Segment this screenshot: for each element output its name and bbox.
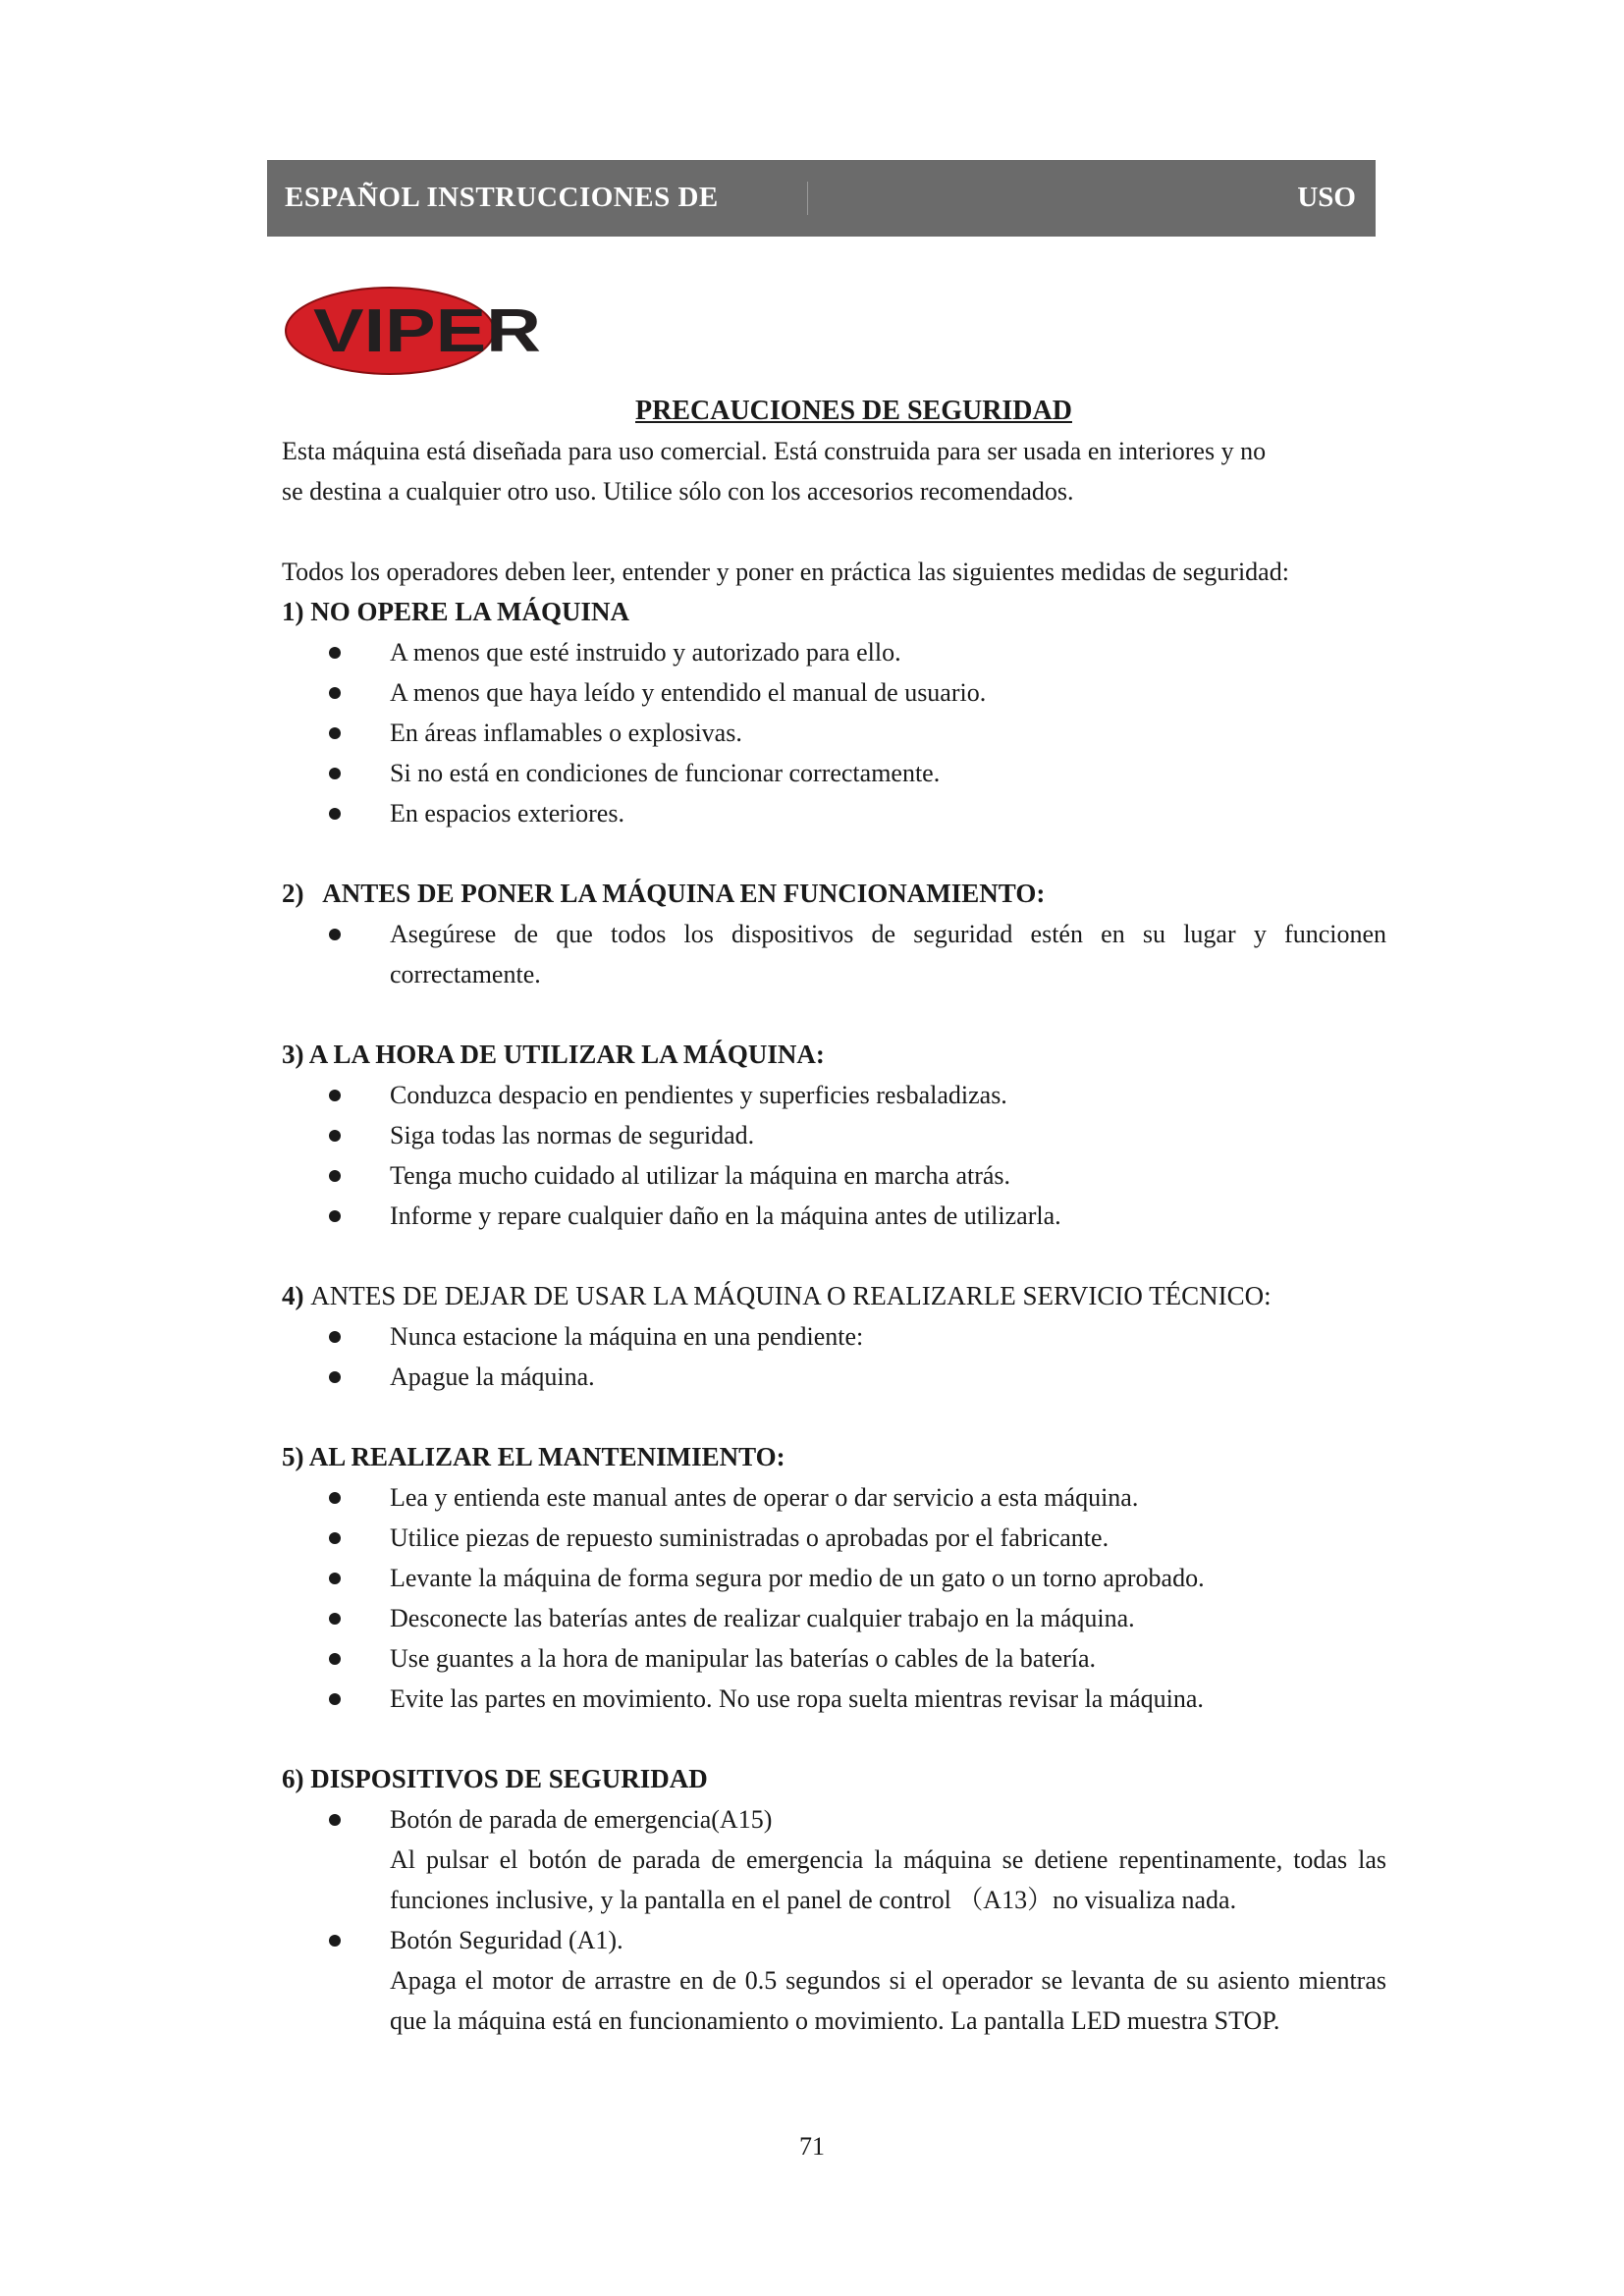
device-description: Al pulsar el botón de parada de emergencia la máquina se detiene repentinamente, todas las funciones inclusive, y la pantalla en el panel de control （A13）no visualiza nada.: [390, 1845, 1386, 1914]
list-item: [282, 1920, 1386, 2041]
bullet-icon: [329, 768, 341, 779]
bullet-icon: [329, 1090, 341, 1101]
bullet-icon: [329, 929, 341, 940]
list-item: [282, 1799, 1386, 1920]
bullet-icon: [329, 1170, 341, 1182]
list-item: A menos que esté instruido y autorizado para ello.: [282, 632, 1386, 672]
list-item: Evite las partes en movimiento. No use ropa suelta mientras revisar la máquina.: [282, 1679, 1386, 1719]
section-5-heading: 5) AL REALIZAR EL MANTENIMIENTO:: [282, 1442, 785, 1471]
list-item: Asegúrese de que todos los dispositivos de seguridad estén en su lugar y funcionen correctamente.: [282, 914, 1386, 994]
section-4-title: ANTES DE DEJAR DE USAR LA MÁQUINA O REALIZARLE SERVICIO TÉCNICO:: [310, 1281, 1272, 1310]
list-item: Nunca estacione la máquina en una pendiente:: [282, 1316, 1386, 1357]
bullet-icon: [329, 1331, 341, 1343]
bullet-icon: [329, 1693, 341, 1705]
list-item: Informe y repare cualquier daño en la máquina antes de utilizarla.: [282, 1196, 1386, 1236]
bullet-icon: [329, 687, 341, 699]
list-item: Si no está en condiciones de funcionar correctamente.: [282, 753, 1386, 793]
lead-paragraph: Todos los operadores deben leer, entender y poner en práctica las siguientes medidas de seguridad:: [282, 558, 1289, 586]
bullet-icon: [329, 727, 341, 739]
section-6-list: [282, 1799, 1386, 2041]
page-title: PRECAUCIONES DE SEGURIDAD: [635, 396, 1072, 426]
section-1-list: [282, 632, 1386, 833]
bullet-icon: [329, 1935, 341, 1947]
logo-text: VIPER: [313, 297, 541, 365]
list-item: Conduzca despacio en pendientes y superficies resbaladizas.: [282, 1075, 1386, 1115]
device-description: Apaga el motor de arrastre en de 0.5 segundos si el operador se levanta de su asiento mientras que la máquina está en funcionamiento o movimiento. La pantalla LED muestra STOP.: [390, 1966, 1386, 2035]
bullet-icon: [329, 1653, 341, 1665]
page-number: 71: [799, 2132, 825, 2161]
bullet-icon: [329, 1371, 341, 1383]
viper-logo: [284, 285, 549, 376]
device-title: Botón Seguridad (A1).: [390, 1926, 623, 1954]
list-item: Utilice piezas de repuesto suministradas o aprobadas por el fabricante.: [282, 1518, 1386, 1558]
section-3-heading: 3) A LA HORA DE UTILIZAR LA MÁQUINA:: [282, 1040, 825, 1069]
bullet-icon: [329, 1573, 341, 1584]
section-6-heading: 6) DISPOSITIVOS DE SEGURIDAD: [282, 1764, 708, 1793]
list-item: Use guantes a la hora de manipular las baterías o cables de la batería.: [282, 1638, 1386, 1679]
bullet-icon: [329, 1130, 341, 1142]
bullet-icon: [329, 647, 341, 659]
section-2-list: [282, 914, 1386, 994]
section-5-list: [282, 1477, 1386, 1719]
list-item: Siga todas las normas de seguridad.: [282, 1115, 1386, 1155]
list-item: En áreas inflamables o explosivas.: [282, 713, 1386, 753]
header-bar: [267, 160, 1376, 237]
header-right-title: USO: [1297, 182, 1356, 213]
section-3-list: [282, 1075, 1386, 1236]
list-item: Apague la máquina.: [282, 1357, 1386, 1397]
section-4-number: 4): [282, 1281, 304, 1310]
device-title: Botón de parada de emergencia(A15): [390, 1805, 773, 1834]
header-language-title: ESPAÑOL INSTRUCCIONES DE: [285, 182, 719, 213]
list-item: A menos que haya leído y entendido el manual de usuario.: [282, 672, 1386, 713]
list-item: Tenga mucho cuidado al utilizar la máquina en marcha atrás.: [282, 1155, 1386, 1196]
list-item: Lea y entienda este manual antes de operar o dar servicio a esta máquina.: [282, 1477, 1386, 1518]
section-2-heading: 2) ANTES DE PONER LA MÁQUINA EN FUNCIONAMIENTO:: [282, 879, 1046, 908]
intro-line-1: Esta máquina está diseñada para uso comercial. Está construida para ser usada en interiores y no: [282, 437, 1267, 465]
list-item: Desconecte las baterías antes de realizar cualquier trabajo en la máquina.: [282, 1598, 1386, 1638]
list-item: En espacios exteriores.: [282, 793, 1386, 833]
document-body: [282, 391, 1386, 2041]
list-item: Levante la máquina de forma segura por medio de un gato o un torno aprobado.: [282, 1558, 1386, 1598]
bullet-icon: [329, 1814, 341, 1826]
header-divider: [807, 182, 808, 215]
section-4-heading: [282, 1276, 1386, 1316]
bullet-icon: [329, 808, 341, 820]
section-4-list: [282, 1316, 1386, 1397]
bullet-icon: [329, 1210, 341, 1222]
bullet-icon: [329, 1613, 341, 1625]
section-1-heading: 1) NO OPERE LA MÁQUINA: [282, 597, 630, 626]
bullet-icon: [329, 1492, 341, 1504]
bullet-icon: [329, 1532, 341, 1544]
intro-line-2: se destina a cualquier otro uso. Utilice sólo con los accesorios recomendados.: [282, 477, 1074, 506]
